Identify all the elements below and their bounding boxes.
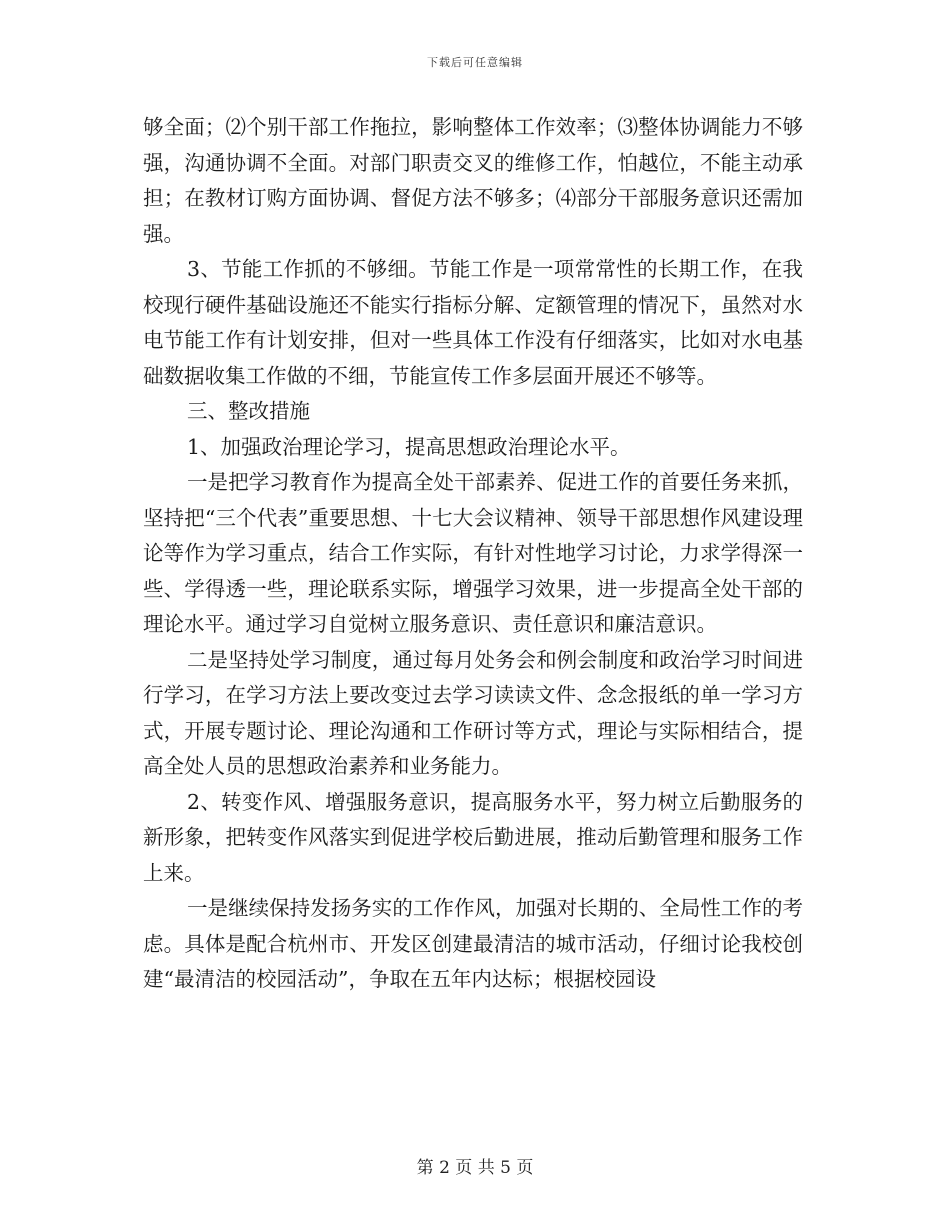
subheading-1: 1、加强政治理论学习，提高思想政治理论水平。 (187, 434, 631, 459)
subheading-2: 2、转变作风、增强服务意识，提高服务水平，努力树立后勤服务的新形象，把转变作风落实到促进学校后勤进展，推动后勤管理和服务工作上来。 (143, 789, 803, 885)
page-footer: 第 2 页 共 5 页 (416, 1158, 534, 1178)
section-heading-rectification: 三、整改措施 (187, 399, 310, 423)
paragraph-6: 二是坚持处学习制度，通过每月处务会和例会制度和政治学习时间进行学习，在学习方法上要改变过去学习读读文件、念念报纸的单一学习方式，开展专题讨论、理论沟通和工作研讨等方式，理论与实际相结合，提高全处人员的思想政治素养和业务能力。 (143, 647, 803, 778)
paragraph-8: 一是继续保持发扬务实的工作作风，加强对长期的、全局性工作的考虑。具体是配合杭州市、开发区创建最清洁的城市活动，仔细讨论我校创建“最清洁的校园活动”，争取在五年内达标；根据校园设 (143, 896, 803, 991)
page-header: 下载后可任意编辑 (427, 56, 523, 69)
paragraph-1: 够全面；⑵个别干部工作拖拉，影响整体工作效率；⑶整体协调能力不够强，沟通协调不全面。对部门职责交叉的维修工作，怕越位，不能主动承担；在教材订购方面协调、督促方法不够多；⑷部分干部服务意识还需加强。 (143, 115, 803, 246)
document-body (143, 110, 803, 998)
paragraph-2: 3、节能工作抓的不够细。节能工作是一项常常性的长期工作，在我校现行硬件基础设施还不能实行指标分解、定额管理的情况下，虽然对水电节能工作有计划安排，但对一些具体工作没有仔细落实，比如对水电基础数据收集工作做的不细，节能宣传工作多层面开展还不够等。 (143, 257, 803, 388)
paragraph-5: 一是把学习教育作为提高全处干部素养、促进工作的首要任务来抓，坚持把“三个代表”重要思想、十七大会议精神、领导干部思想作风建设理论等作为学习重点，结合工作实际，有针对性地学习讨论，力求学得深一些、学得透一些，理论联系实际，增强学习效果，进一步提高全处干部的理论水平。通过学习自觉树立服务意识、责任意识和廉洁意识。 (143, 470, 803, 636)
